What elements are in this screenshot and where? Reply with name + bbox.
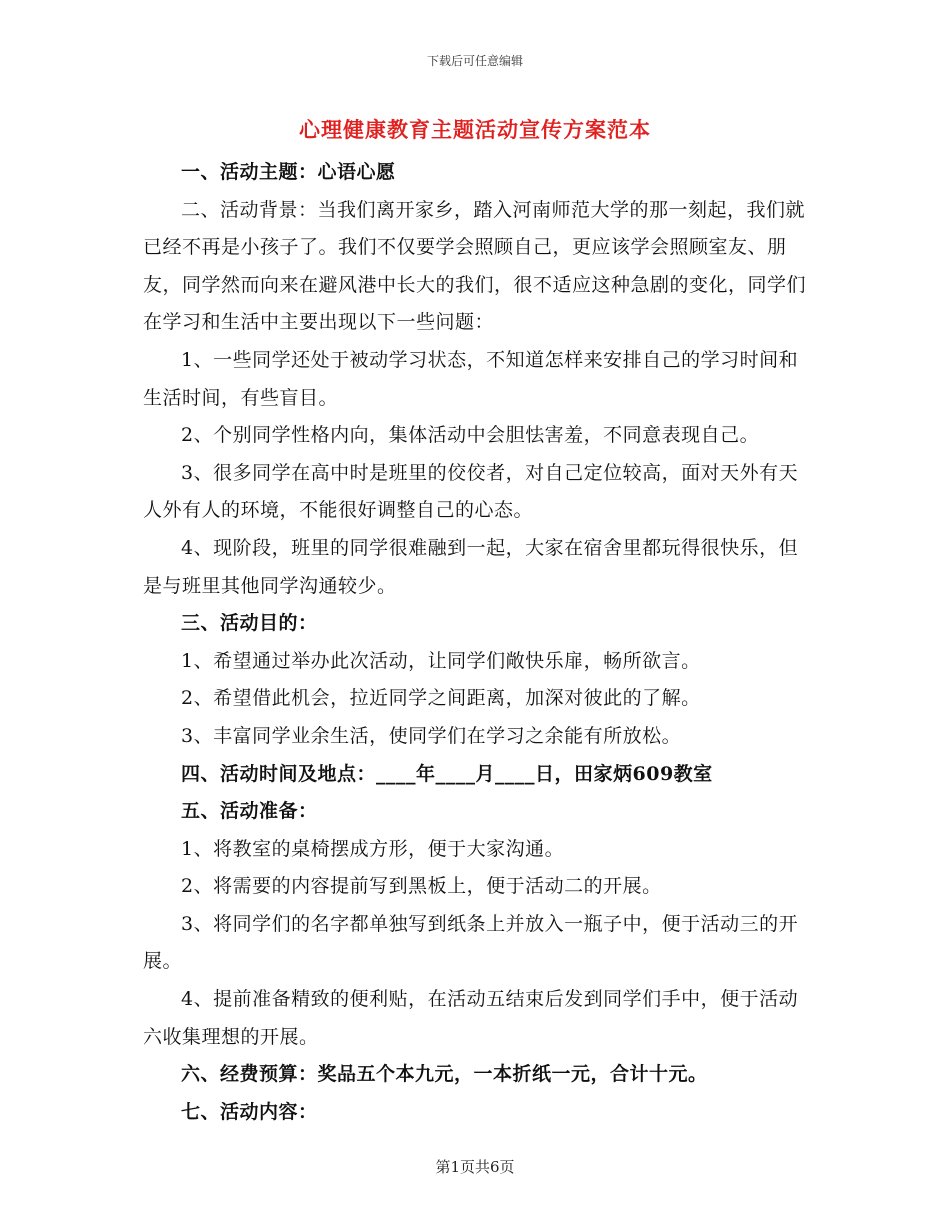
document-body — [143, 154, 811, 1131]
paragraph-preparation-1: 1、将教室的桌椅摆成方形，便于大家沟通。 — [181, 837, 565, 860]
section-heading-budget: 六、经费预算：奖品五个本九元，一本折纸一元，合计十元。 — [181, 1063, 708, 1086]
section-heading-time-place: 四、活动时间及地点：____年____月____日，田家炳609教室 — [181, 762, 713, 785]
paragraph-preparation-4: 4、提前准备精致的便利贴，在活动五结束后发到同学们手中，便于活动六收集理想的开展。 — [143, 988, 799, 1048]
page-number: 第1页共6页 — [435, 1158, 515, 1176]
paragraph-preparation-2: 2、将需要的内容提前写到黑板上，便于活动二的开展。 — [181, 875, 662, 898]
section-heading-purpose: 三、活动目的： — [181, 612, 318, 635]
section-heading-theme: 一、活动主题：心语心愿 — [181, 161, 396, 183]
page-header-note: 下载后可任意编辑 — [426, 54, 523, 68]
paragraph-problem-3: 3、很多同学在高中时是班里的佼佼者，对自己定位较高，面对天外有天人外有人的环境，不能很好调整自己的心态。 — [143, 461, 799, 522]
paragraph-problem-2: 2、个别同学性格内向，集体活动中会胆怯害羞，不同意表现自己。 — [181, 424, 760, 447]
document-title: 心理健康教育主题活动宣传方案范本 — [299, 117, 651, 142]
paragraph-purpose-2: 2、希望借此机会，拉近同学之间距离，加深对彼此的了解。 — [181, 687, 701, 710]
paragraph-preparation-3: 3、将同学们的名字都单独写到纸条上并放入一瓶子中，便于活动三的开展。 — [143, 912, 799, 973]
paragraph-problem-4: 4、现阶段，班里的同学很难融到一起，大家在宿舍里都玩得很快乐，但是与班里其他同学沟通较少。 — [143, 536, 799, 597]
paragraph-purpose-1: 1、希望通过举办此次活动，让同学们敞快乐扉，畅所欲言。 — [181, 649, 701, 672]
paragraph-purpose-3: 3、丰富同学业余生活，使同学们在学习之余能有所放松。 — [181, 724, 682, 747]
paragraph-problem-1: 1、一些同学还处于被动学习状态，不知道怎样来安排自己的学习时间和生活时间，有些盲目。 — [143, 348, 799, 409]
paragraph-background: 二、活动背景：当我们离开家乡，踏入河南师范大学的那一刻起，我们就已经不再是小孩子了。我们不仅要学会照顾自己，更应该学会照顾室友、朋友，同学然而向来在避风港中长大的我们，很不适应这种急剧的变化，同学们在学习和生活中主要出现以下一些问题： — [143, 198, 807, 334]
section-heading-content: 七、活动内容： — [181, 1100, 318, 1123]
section-heading-preparation: 五、活动准备： — [181, 800, 318, 823]
